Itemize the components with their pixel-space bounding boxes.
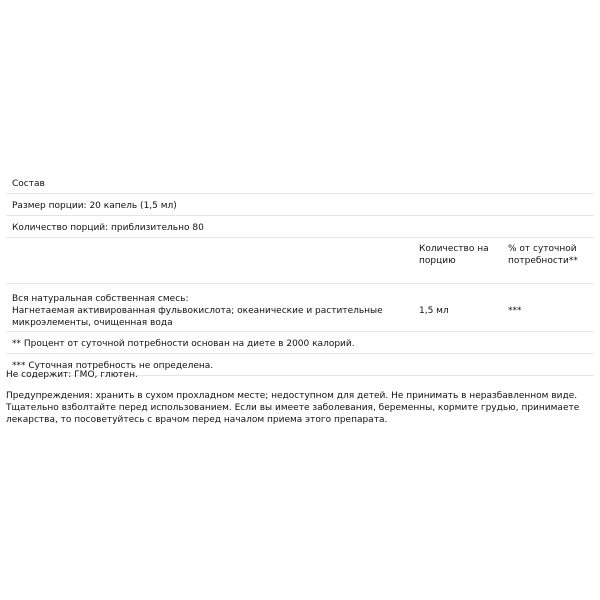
- note-daily-value-basis: ** Процент от суточной потребности основан на диете в 2000 калорий.: [12, 339, 355, 349]
- facts-title-row: [6, 172, 594, 194]
- ingredient-amount: 1,5 мл: [419, 306, 449, 316]
- facts-header-row: [6, 238, 594, 284]
- supplement-facts-table: [6, 172, 594, 376]
- amount-header: Количество на порцию: [419, 244, 489, 266]
- ingredient-daily-value: ***: [508, 306, 522, 316]
- note-daily-value-basis-row: [6, 332, 594, 354]
- serving-size: Размер порции: 20 капель (1,5 мл): [12, 201, 177, 211]
- ingredient-name: [12, 293, 402, 329]
- daily-value-header: % от суточной потребности**: [508, 244, 578, 266]
- facts-title: Состав: [12, 179, 45, 189]
- warnings-text: Предупреждения: хранить в сухом прохладном месте; недоступном для детей. Не принимать в неразбавленном виде. Тщательно взболтайте перед использованием. Если вы имеете заболевания, беременны, кормите грудью, принимаете лекарства, то посоветуйтесь с врачом перед началом приема этого препарата.: [6, 391, 580, 425]
- ingredient-name-line2: Нагнетаемая активированная фульвокислота; океанические и растительные микроэлементы, очищенная вода: [12, 306, 383, 328]
- ingredient-name-line1: Вся натуральная собственная смесь:: [12, 294, 189, 304]
- servings-per-container: Количество порций: приблизительно 80: [12, 223, 204, 233]
- ingredient-row: [6, 284, 594, 332]
- free-from-text: Не содержит: ГМО, глютен.: [6, 370, 138, 380]
- note-daily-value-undefined: *** Суточная потребность не определена.: [12, 361, 214, 371]
- serving-size-row: [6, 194, 594, 216]
- servings-per-container-row: [6, 216, 594, 238]
